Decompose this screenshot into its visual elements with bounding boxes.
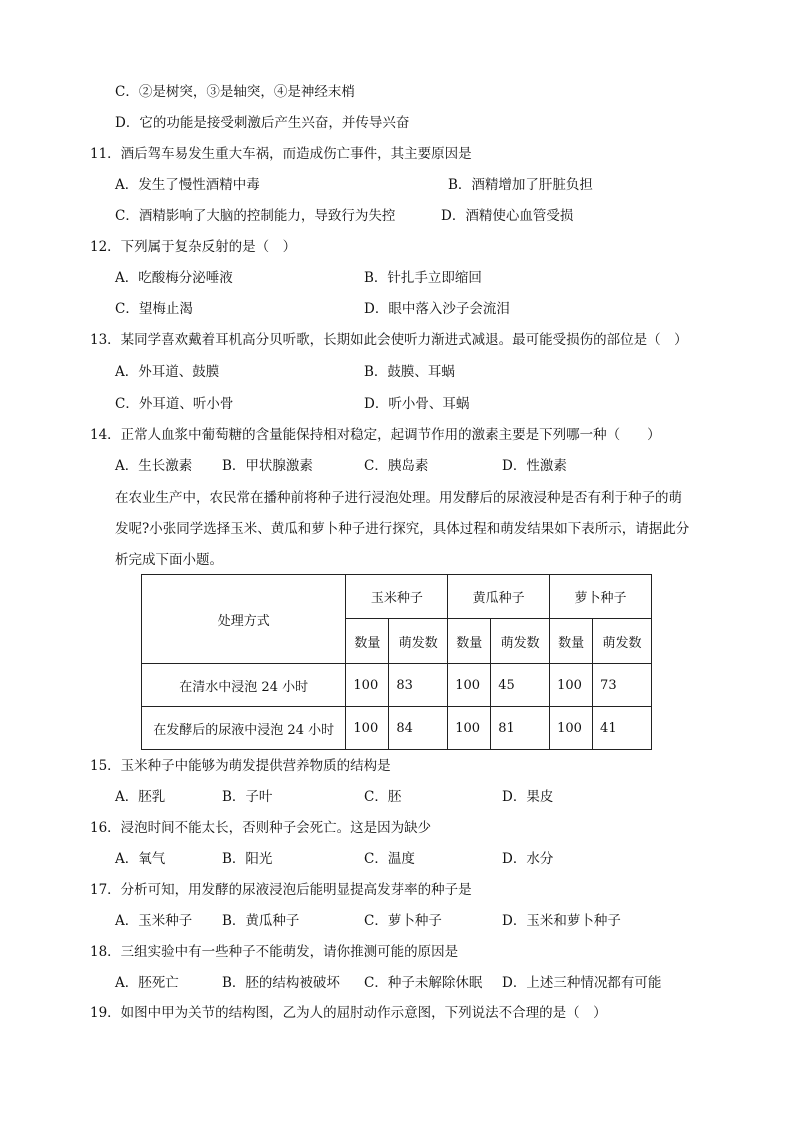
q18-option-b: B．胚的结构被破坏 — [222, 975, 340, 991]
cell: 100 — [346, 707, 389, 750]
table-row — [142, 664, 652, 707]
header-radish: 萝卜种子 — [550, 575, 652, 619]
q17-option-d: D．玉米和萝卜种子 — [502, 913, 621, 929]
q11-option-b: B．酒精增加了肝脏负担 — [448, 177, 593, 193]
row-method: 在清水中浸泡 24 小时 — [142, 664, 346, 707]
q18-option-c: C．种子未解除休眠 — [364, 975, 483, 991]
q12-option-b: B．针扎手立即缩回 — [364, 270, 482, 286]
q14-option-b: B．甲状腺激素 — [222, 458, 313, 474]
q16-option-c: C．温度 — [364, 851, 415, 867]
passage-line-2: 发呢?小张同学选择玉米、黄瓜和萝卜种子进行探究，具体过程和萌发结果如下表所示，请据此分 — [115, 521, 690, 537]
question-12-stem: 12．下列属于复杂反射的是（ ） — [90, 239, 297, 255]
q16-option-d: D．水分 — [502, 851, 554, 867]
q11-option-d: D．酒精使心血管受损 — [441, 208, 574, 224]
q11-option-a: A．发生了慢性酒精中毒 — [115, 177, 260, 193]
table-row — [142, 707, 652, 750]
question-14-stem: 14．正常人血浆中葡萄糖的含量能保持相对稳定，起调节作用的激素主要是下列哪一种（ ） — [90, 427, 661, 443]
q16-option-a: A．氧气 — [115, 851, 166, 867]
cell: 100 — [550, 664, 593, 707]
cell: 73 — [593, 664, 652, 707]
q14-option-a: A．生长激素 — [115, 458, 193, 474]
subheader-qty: 数量 — [550, 619, 593, 664]
subheader-qty: 数量 — [448, 619, 491, 664]
passage-line-1: 在农业生产中，农民常在播种前将种子进行浸泡处理。用发酵后的尿液浸种是否有利于种子的萌 — [115, 490, 682, 506]
question-18-stem: 18．三组实验中有一些种子不能萌发，请你推测可能的原因是 — [90, 944, 459, 960]
q18-option-a: A．胚死亡 — [115, 975, 179, 991]
question-15-stem: 15．玉米种子中能够为萌发提供营养物质的结构是 — [90, 758, 391, 774]
q13-option-d: D．听小骨、耳蜗 — [364, 396, 470, 412]
question-16-stem: 16．浸泡时间不能太长，否则种子会死亡。这是因为缺少 — [90, 820, 432, 836]
cell: 84 — [389, 707, 448, 750]
subheader-germ: 萌发数 — [593, 619, 652, 664]
cell: 100 — [346, 664, 389, 707]
q12-option-d: D．眼中落入沙子会流泪 — [364, 301, 510, 317]
cell: 100 — [448, 664, 491, 707]
header-cucumber: 黄瓜种子 — [448, 575, 550, 619]
cell: 45 — [491, 664, 550, 707]
cell: 83 — [389, 664, 448, 707]
row-method: 在发酵后的尿液中浸泡 24 小时 — [142, 707, 346, 750]
q13-option-a: A．外耳道、鼓膜 — [115, 364, 220, 380]
q17-option-c: C．萝卜种子 — [364, 913, 442, 929]
question-11-stem: 11．酒后驾车易发生重大车祸，而造成伤亡事件，其主要原因是 — [90, 146, 472, 162]
header-method: 处理方式 — [142, 575, 346, 664]
question-13-stem: 13．某同学喜欢戴着耳机高分贝听歌，长期如此会使听力渐进式减退。最可能受损伤的部位是（ ） — [90, 332, 688, 348]
q15-option-a: A．胚乳 — [115, 789, 166, 805]
q12-option-c: C．望梅止渴 — [115, 301, 193, 317]
option-d: D．它的功能是接受刺激后产生兴奋，并传导兴奋 — [115, 115, 410, 131]
subheader-germ: 萌发数 — [389, 619, 448, 664]
passage-line-3: 析完成下面小题。 — [115, 552, 223, 568]
q15-option-c: C．胚 — [364, 789, 402, 805]
q17-option-a: A．玉米种子 — [115, 913, 193, 929]
cell: 41 — [593, 707, 652, 750]
cell: 81 — [491, 707, 550, 750]
q17-option-b: B．黄瓜种子 — [222, 913, 300, 929]
germination-table — [141, 574, 652, 750]
q16-option-b: B．阳光 — [222, 851, 273, 867]
q13-option-b: B．鼓膜、耳蜗 — [364, 364, 455, 380]
q14-option-c: C．胰岛素 — [364, 458, 429, 474]
q14-option-d: D．性激素 — [502, 458, 567, 474]
option-c: C．②是树突，③是轴突，④是神经末梢 — [115, 84, 355, 100]
q12-option-a: A．吃酸梅分泌唾液 — [115, 270, 233, 286]
q11-option-c: C．酒精影响了大脑的控制能力，导致行为失控 — [115, 208, 396, 224]
question-19-stem: 19．如图中甲为关节的结构图，乙为人的屈肘动作示意图，下列说法不合理的是（ ） — [90, 1005, 607, 1021]
cell: 100 — [550, 707, 593, 750]
q15-option-b: B．子叶 — [222, 789, 273, 805]
header-corn: 玉米种子 — [346, 575, 448, 619]
question-17-stem: 17．分析可知，用发酵的尿液浸泡后能明显提高发芽率的种子是 — [90, 882, 472, 898]
cell: 100 — [448, 707, 491, 750]
q18-option-d: D．上述三种情况都有可能 — [502, 975, 662, 991]
q13-option-c: C．外耳道、听小骨 — [115, 396, 234, 412]
subheader-germ: 萌发数 — [491, 619, 550, 664]
q15-option-d: D．果皮 — [502, 789, 554, 805]
subheader-qty: 数量 — [346, 619, 389, 664]
